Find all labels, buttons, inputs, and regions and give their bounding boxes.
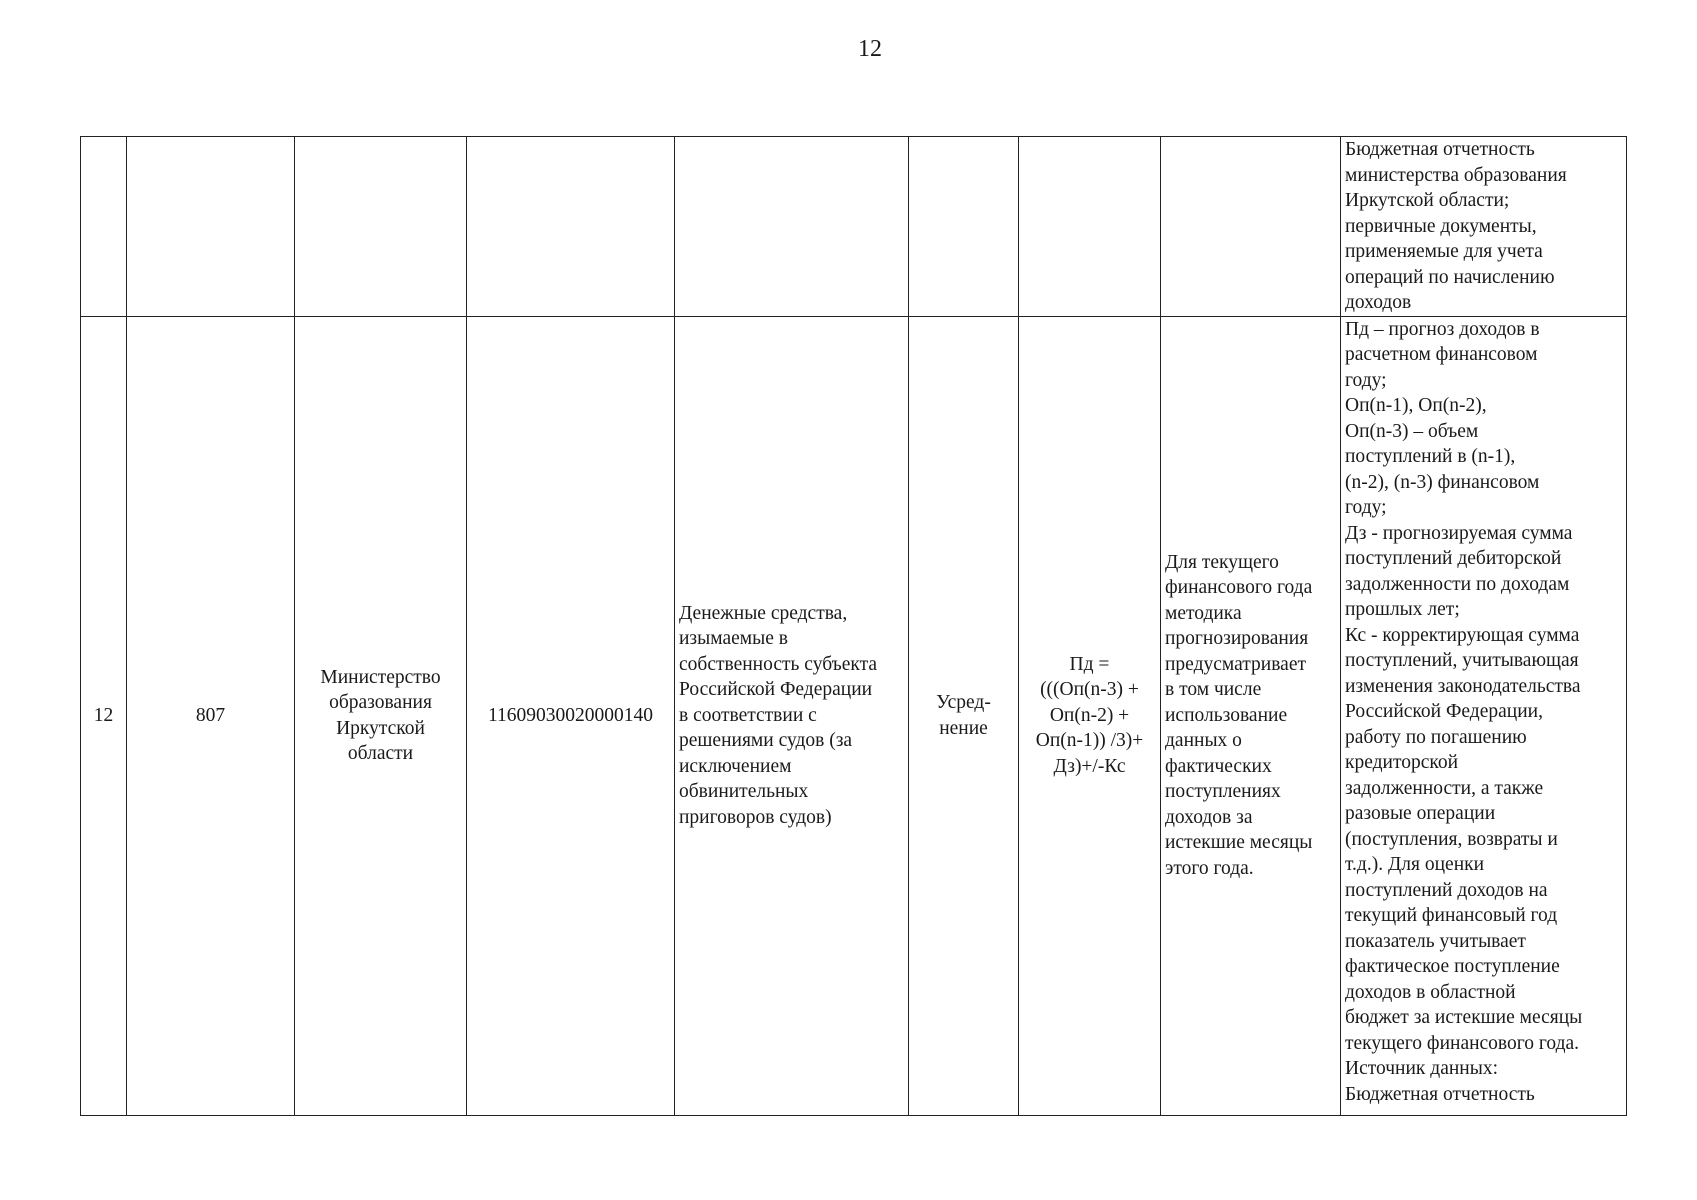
- cell-admin-code: 807: [127, 316, 295, 1115]
- cell-administrator: Министерство образования Иркутской области: [295, 316, 467, 1115]
- cell-formula: Пд = (((Оп(n-3) + Оп(n-2) + Оп(n-1)) /3)+ Дз)+/-Кс: [1019, 316, 1161, 1115]
- cell-kbk: 11609030020000140: [467, 316, 675, 1115]
- forecast-method-table: [80, 136, 1627, 1116]
- cell-data-source: Бюджетная отчетность министерства образования Иркутской области; первичные документы, применяемые для учета операций по начислению доходов: [1341, 137, 1627, 317]
- cell-admin-code-empty: [127, 137, 295, 317]
- table-row-continuation: [81, 137, 1627, 317]
- cell-formula-empty: [1019, 137, 1161, 317]
- cell-revenue-name-empty: [675, 137, 909, 317]
- cell-revenue-name: Денежные средства, изымаемые в собственность субъекта Российской Федерации в соответствии с решениями судов (за исключением обвинительных приговоров судов): [675, 316, 909, 1115]
- cell-description: Пд – прогноз доходов в расчетном финансовом году; Оп(n-1), Оп(n-2), Оп(n-3) – объем поступлений в (n-1), (n-2), (n-3) финансовом году; Дз - прогнозируемая сумма поступлений дебиторской задолженности по доходам прошлых лет; Кс - корректирующая сумма поступлений, учитывающая изменения законодательства Российской Федерации, работу по погашению кредиторской задолженности, а также разовые операции (поступления, возвраты и т.д.). Для оценки поступлений доходов на текущий финансовый год показатель учитывает фактическое поступление доходов в областной бюджет за истекшие месяцы текущего финансового года. Источник данных: Бюджетная отчетность: [1341, 316, 1627, 1115]
- table-row: [81, 316, 1627, 1115]
- page-number: 12: [858, 36, 882, 62]
- cell-method: Усред- нение: [909, 316, 1019, 1115]
- cell-method-empty: [909, 137, 1019, 317]
- cell-kbk-empty: [467, 137, 675, 317]
- cell-number-empty: [81, 137, 127, 317]
- cell-algorithm-empty: [1161, 137, 1341, 317]
- cell-algorithm: Для текущего финансового года методика прогнозирования предусматривает в том числе использование данных о фактических поступлениях доходов за истекшие месяцы этого года.: [1161, 316, 1341, 1115]
- cell-administrator-empty: [295, 137, 467, 317]
- cell-row-number: 12: [81, 316, 127, 1115]
